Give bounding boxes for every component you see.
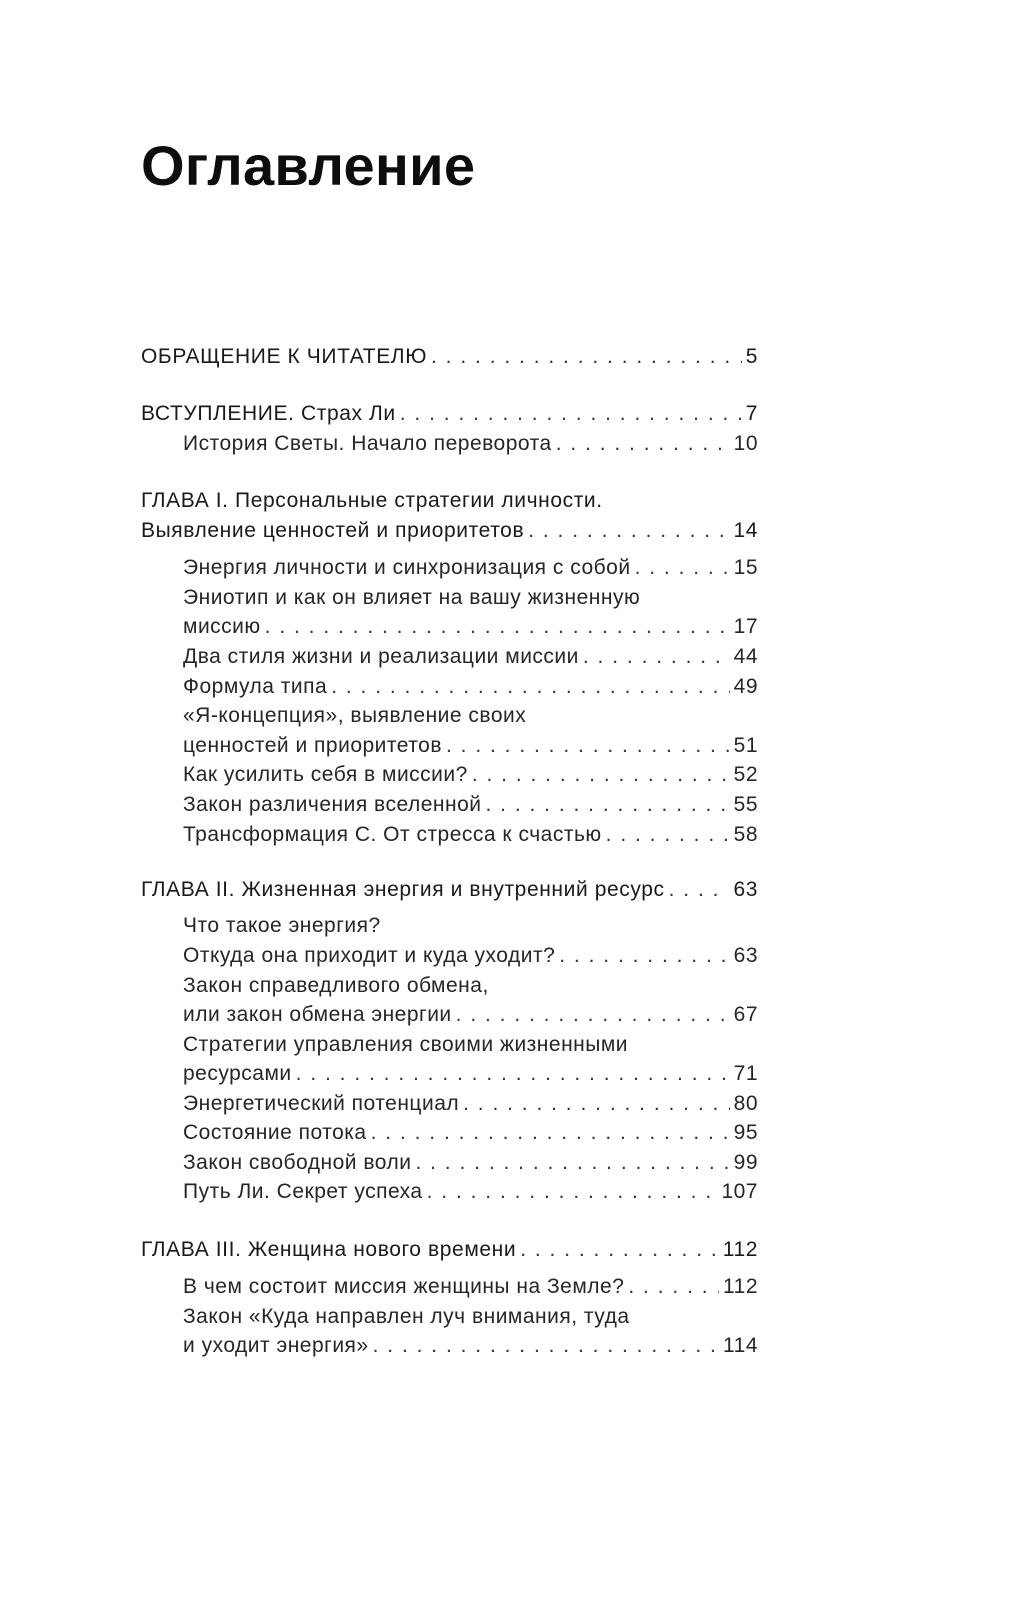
toc-page-number: 15 [733,556,758,579]
dot-leader [431,342,742,372]
toc-entry-text: Стратегии управления своими жизненными [183,1033,629,1056]
toc-subentry [183,553,758,583]
toc-page-number: 71 [733,1062,758,1085]
toc-entry-text: Два стиля жизни и реализации миссии [183,645,579,668]
toc-page-number: 10 [733,432,758,455]
toc-entry-address-to-reader [141,342,758,372]
toc-entry-text: ГЛАВА II. Жизненная энергия и внутренний ресурс [141,878,665,901]
toc-entry-text: Состояние потока [183,1121,367,1144]
toc-entry-text: Как усилить себя в миссии? [183,763,468,786]
dot-leader [606,820,730,850]
toc-page-number: 55 [733,793,758,816]
toc-subentry [183,701,758,731]
toc-page-number: 112 [722,1238,758,1261]
toc-subentry [183,672,758,702]
toc-page-number: 7 [745,402,758,425]
toc-page-number: 14 [733,519,758,542]
dot-leader [583,642,730,672]
toc-subentry [183,820,758,850]
toc-entry-text: ВСТУПЛЕНИЕ. Страх Ли [141,402,396,425]
toc-subentry [183,1059,758,1089]
toc-page-number: 80 [733,1092,758,1115]
toc-entry-text: миссию [183,615,261,638]
dot-leader [373,1331,719,1361]
dot-leader [559,941,729,971]
toc-entry-text: Что такое энергия? [183,914,381,937]
toc-page-number: 52 [733,763,758,786]
dot-leader [556,429,730,459]
toc-subentry [183,583,758,613]
toc-entry-text: Путь Ли. Секрет успеха [183,1180,423,1203]
toc-entry-chapter-2 [141,875,758,905]
toc-subentry [183,1331,758,1361]
dot-leader [296,1059,730,1089]
toc-page-number: 63 [733,944,758,967]
toc-page-number: 67 [733,1003,758,1026]
toc-page-number: 44 [733,645,758,668]
toc-entry-text: Эниотип и как он влияет на вашу жизненную [183,586,641,609]
dot-leader [472,760,730,790]
toc-page-number: 95 [733,1121,758,1144]
dot-leader [463,1089,730,1119]
toc-entry-text: ценностей и приоритетов [183,734,442,757]
toc-entry-text: Энергия личности и синхронизация с собой [183,556,631,579]
toc-entry-text: Трансформация С. От стресса к счастью [183,823,602,846]
toc-subentry [183,790,758,820]
dot-leader [669,875,730,905]
toc-entry-text: Закон различения вселенной [183,793,482,816]
toc-entry-text: Закон «Куда направлен луч внимания, туда [183,1305,630,1328]
toc-entry-chapter-1-line-1 [141,486,758,516]
toc-subentry [183,971,758,1001]
toc-entry-text: История Светы. Начало переворота [183,432,552,455]
toc-entry-text: ГЛАВА III. Женщина нового времени [141,1238,517,1261]
toc-subentry [183,1272,758,1302]
dot-leader [635,553,730,583]
toc-page-number: 63 [733,878,758,901]
toc-subentry [183,1302,758,1332]
toc-subentry [183,642,758,672]
toc-page-number: 49 [733,675,758,698]
toc-entry-text: Откуда она приходит и куда уходит? [183,944,556,967]
dot-leader [415,1148,729,1178]
toc-subentry [183,1089,758,1119]
toc-subentry [183,612,758,642]
toc-entry-text: и уходит энергия» [183,1334,369,1357]
dot-leader [520,1235,719,1265]
toc-entry-text: или закон обмена энергии [183,1003,452,1026]
toc-page-number: 112 [723,1275,758,1298]
toc-subentry [183,1000,758,1030]
dot-leader [371,1118,730,1148]
dot-leader [446,731,730,761]
toc-page-number: 107 [721,1180,758,1203]
dot-leader [400,399,742,429]
toc-subentry [183,1030,758,1060]
toc-page-number: 5 [745,345,758,368]
toc-entry-text: ГЛАВА I. Персональные стратегии личности. [141,489,603,512]
toc-entry-text: Энергетический потенциал [183,1092,460,1115]
dot-leader [427,1177,718,1207]
toc-entry-text: В чем состоит миссия женщины на Земле? [183,1275,625,1298]
toc-page-number: 51 [733,734,758,757]
page-title: Оглавление [141,134,476,197]
toc-subentry [183,1148,758,1178]
toc-entry-chapter-1-line-2 [141,516,758,546]
dot-leader [456,1000,730,1030]
toc-subentry [183,429,758,459]
toc-entry-text: ресурсами [183,1062,292,1085]
toc-entry-text: Выявление ценностей и приоритетов [141,519,525,542]
dot-leader [331,672,729,702]
toc-subentry [183,1177,758,1207]
toc-subentry [183,731,758,761]
toc-subentry [183,760,758,790]
dot-leader [628,1272,719,1302]
toc-entry-chapter-3 [141,1235,758,1265]
toc-entry-text: Формула типа [183,675,328,698]
dot-leader [486,790,730,820]
toc-subentry [183,941,758,971]
toc-page-number: 17 [733,615,758,638]
toc-entry-introduction [141,399,758,429]
toc-page-number: 58 [733,823,758,846]
toc-page-number: 114 [723,1334,758,1357]
toc-subentry [183,911,758,941]
dot-leader [528,516,729,546]
toc-subentry [183,1118,758,1148]
dot-leader [265,612,730,642]
toc-entry-text: ОБРАЩЕНИЕ К ЧИТАТЕЛЮ [141,345,428,368]
toc-entry-text: «Я-концепция», выявление своих [183,704,527,727]
toc-entry-text: Закон свободной воли [183,1151,412,1174]
toc-page-number: 99 [733,1151,758,1174]
toc-entry-text: Закон справедливого обмена, [183,974,489,997]
